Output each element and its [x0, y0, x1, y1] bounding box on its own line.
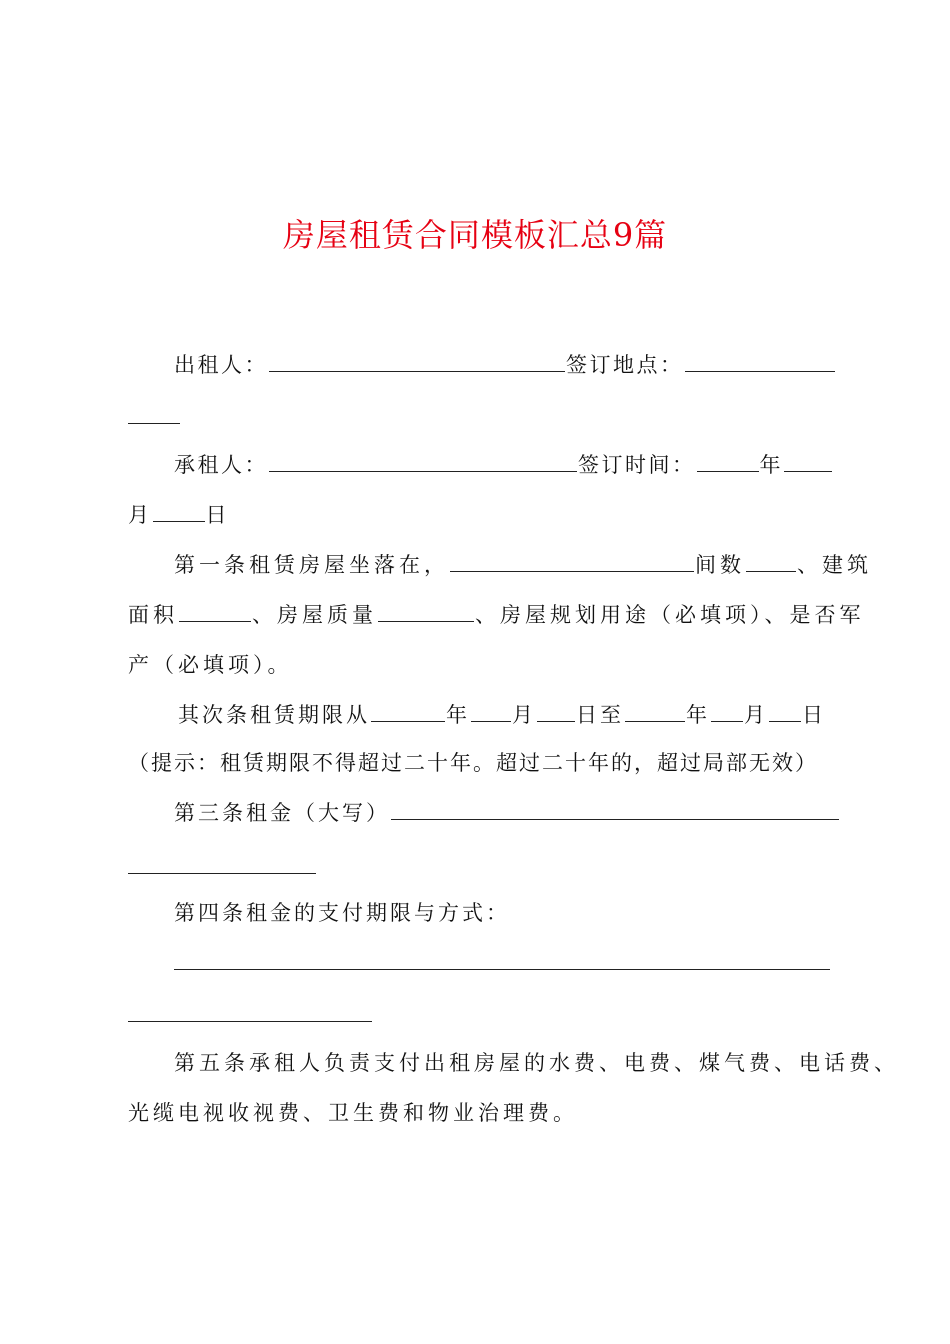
art2-label: 其次条租赁期限从 [178, 703, 370, 727]
art1-end: 产（必填项）。 [128, 653, 293, 677]
rent-amount-blank [391, 799, 839, 820]
area-blank [179, 601, 251, 622]
end-year-blank [625, 701, 685, 722]
location-blank [450, 551, 694, 572]
article-1-line-3 [128, 650, 293, 680]
sign-month-blank [784, 451, 832, 472]
start-year-blank [371, 701, 445, 722]
art5-line-2: 光缆电视收视费、卫生费和物业治理费。 [128, 1101, 578, 1125]
article-5-line-1 [174, 1048, 899, 1078]
article-1-line-2 [128, 600, 865, 630]
end-day-blank [769, 701, 801, 722]
sign-date-cont [128, 500, 229, 530]
end-month-blank [711, 701, 743, 722]
end-year-unit: 年 [686, 703, 710, 727]
sign-place-blank [685, 351, 835, 372]
sign-day-unit: 日 [205, 503, 229, 527]
sign-place-label: 签订地点： [566, 353, 684, 377]
sign-month-unit: 月 [128, 503, 152, 527]
start-month-unit: 月 [512, 703, 536, 727]
art1-quality-label: 、房屋质量 [252, 603, 377, 627]
lessor-blank [269, 351, 565, 372]
art4-label: 第四条租金的支付期限与方式： [174, 901, 510, 925]
lessee-blank [269, 451, 577, 472]
sign-time-label: 签订时间： [578, 453, 696, 477]
art1-area-label: 面积 [128, 603, 178, 627]
article-3-line [174, 798, 840, 828]
lessee-line [174, 450, 833, 480]
sign-year-unit: 年 [759, 453, 783, 477]
art2-to: 日至 [576, 703, 624, 727]
rooms-blank [746, 551, 796, 572]
sign-place-blank-cont [128, 423, 180, 424]
art1-label: 第一条租赁房屋坐落在， [174, 553, 449, 577]
article-1-line-1 [174, 550, 872, 580]
art2-note: （提示：租赁期限不得超过二十年。超过二十年的，超过局部无效） [128, 751, 818, 775]
art1-building-label: 、建筑 [797, 553, 872, 577]
art1-rooms-label: 间数 [695, 553, 745, 577]
sign-day-blank [153, 501, 205, 522]
start-month-blank [471, 701, 511, 722]
document-title: 房屋租赁合同模板汇总9篇 [282, 216, 668, 254]
payment-method-blank-1 [174, 969, 830, 970]
rent-amount-blank-cont [128, 873, 316, 874]
art3-label: 第三条租金（大写） [174, 801, 390, 825]
quality-blank [378, 601, 474, 622]
art1-usage-label: 、房屋规划用途（必填项）、是否军 [475, 603, 865, 627]
article-5-line-2 [128, 1098, 578, 1128]
payment-method-blank-2 [128, 1021, 372, 1022]
lessee-label: 承租人： [174, 453, 268, 477]
start-day-blank [537, 701, 575, 722]
lessor-label: 出租人： [174, 353, 268, 377]
sign-year-blank [697, 451, 759, 472]
article-4-line [174, 898, 510, 928]
lessor-line [174, 350, 836, 380]
start-year-unit: 年 [446, 703, 470, 727]
end-month-unit: 月 [744, 703, 768, 727]
article-2-note [128, 748, 818, 778]
article-2-line-1 [178, 700, 826, 730]
art5-line-1: 第五条承租人负责支付出租房屋的水费、电费、煤气费、电话费、 [174, 1051, 899, 1075]
end-day-unit: 日 [802, 703, 826, 727]
